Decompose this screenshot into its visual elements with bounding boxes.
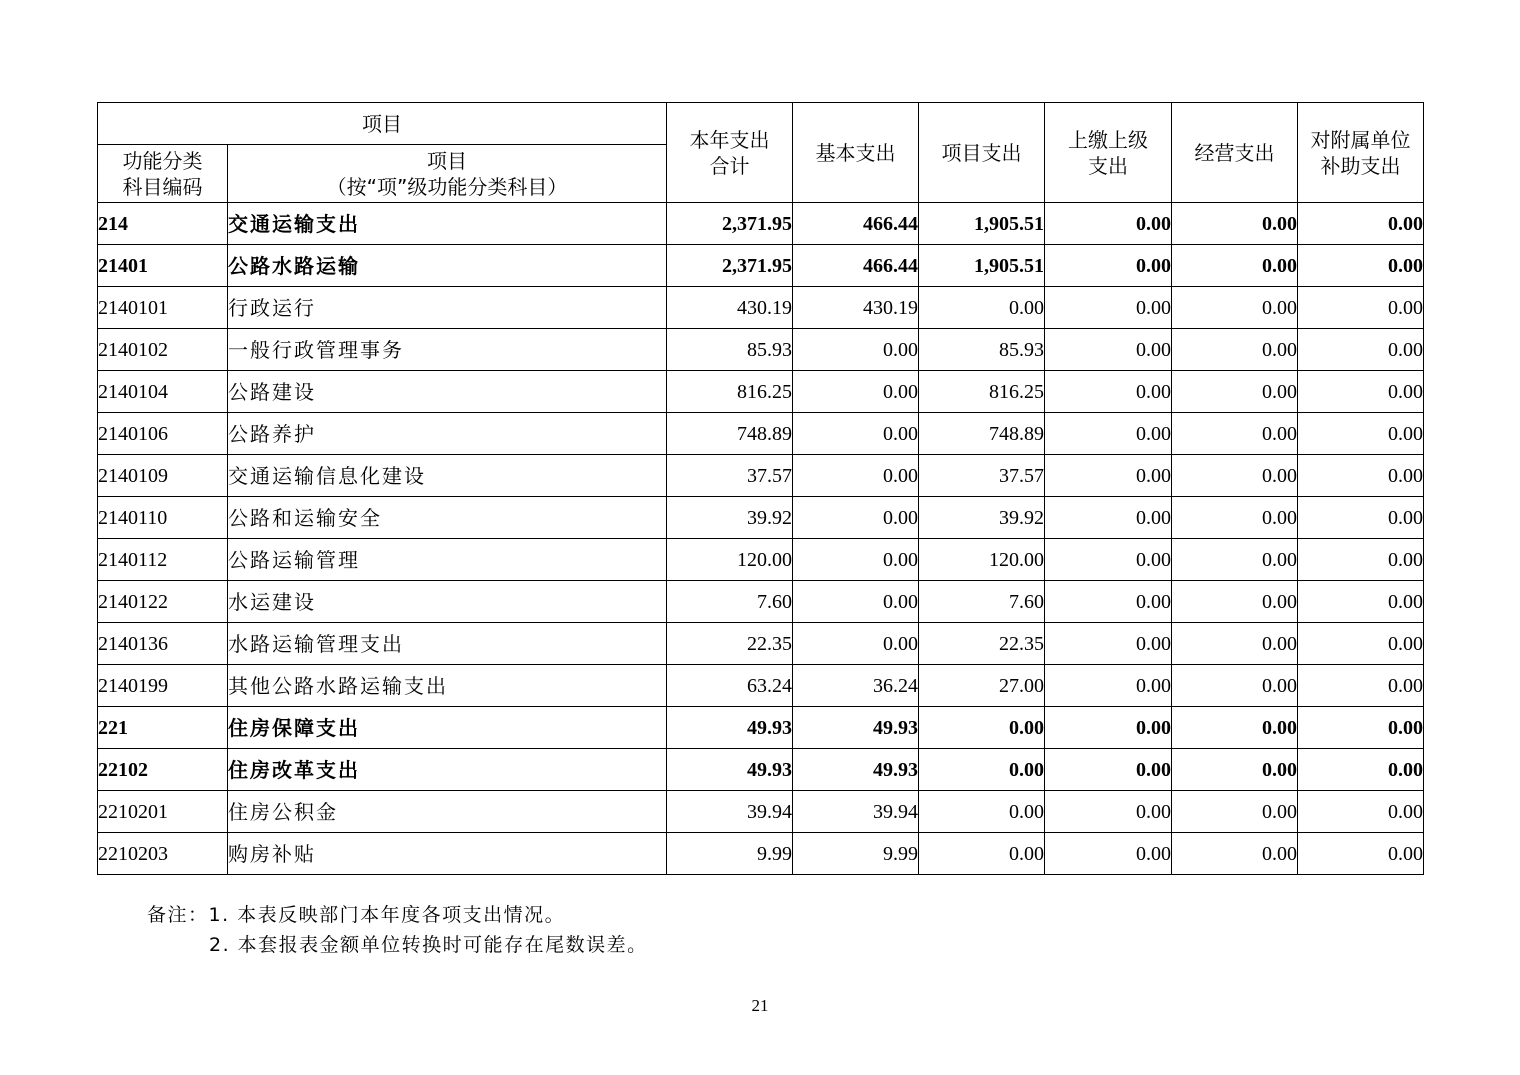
row-basic: 36.24 (793, 665, 919, 707)
row-basic: 0.00 (793, 623, 919, 665)
row-basic: 466.44 (793, 245, 919, 287)
row-basic: 49.93 (793, 707, 919, 749)
row-name: 交通运输信息化建设 (228, 455, 667, 497)
row-upper: 0.00 (1045, 371, 1172, 413)
row-name: 交通运输支出 (228, 203, 667, 245)
header-name (228, 145, 667, 203)
table-row (98, 203, 1424, 245)
row-name: 公路运输管理 (228, 539, 667, 581)
row-subsidy: 0.00 (1298, 287, 1424, 329)
row-subsidy: 0.00 (1298, 413, 1424, 455)
row-basic: 0.00 (793, 455, 919, 497)
header-total-line1: 本年支出 (689, 127, 770, 152)
row-name: 公路和运输安全 (228, 497, 667, 539)
row-project: 1,905.51 (919, 245, 1045, 287)
note-line-2 (147, 930, 648, 960)
header-code-line2: 科目编码 (122, 174, 203, 199)
row-operating: 0.00 (1172, 497, 1298, 539)
row-project: 0.00 (919, 791, 1045, 833)
table-row (98, 791, 1424, 833)
row-basic: 0.00 (793, 413, 919, 455)
table-row (98, 245, 1424, 287)
row-upper: 0.00 (1045, 581, 1172, 623)
row-operating: 0.00 (1172, 665, 1298, 707)
header-total-line2: 合计 (709, 153, 750, 178)
row-operating: 0.00 (1172, 203, 1298, 245)
row-total: 37.57 (667, 455, 793, 497)
row-project: 748.89 (919, 413, 1045, 455)
table-body (98, 203, 1424, 875)
row-code: 2140106 (98, 413, 228, 455)
row-total: 748.89 (667, 413, 793, 455)
row-project: 1,905.51 (919, 203, 1045, 245)
row-upper: 0.00 (1045, 539, 1172, 581)
row-operating: 0.00 (1172, 329, 1298, 371)
header-basic: 基本支出 (793, 103, 919, 203)
row-total: 49.93 (667, 707, 793, 749)
row-basic: 49.93 (793, 749, 919, 791)
row-operating: 0.00 (1172, 581, 1298, 623)
row-name: 公路养护 (228, 413, 667, 455)
row-project: 27.00 (919, 665, 1045, 707)
row-code: 2210203 (98, 833, 228, 875)
header-upper-line2: 支出 (1088, 153, 1128, 178)
row-code: 2140110 (98, 497, 228, 539)
row-upper: 0.00 (1045, 833, 1172, 875)
row-operating: 0.00 (1172, 413, 1298, 455)
header-subsidy-line2: 补助支出 (1320, 153, 1401, 178)
row-upper: 0.00 (1045, 665, 1172, 707)
row-subsidy: 0.00 (1298, 371, 1424, 413)
header-project: 项目支出 (919, 103, 1045, 203)
row-code: 2140102 (98, 329, 228, 371)
row-basic: 0.00 (793, 581, 919, 623)
row-subsidy: 0.00 (1298, 581, 1424, 623)
header-code (98, 145, 228, 203)
row-name: 一般行政管理事务 (228, 329, 667, 371)
row-subsidy: 0.00 (1298, 203, 1424, 245)
header-item-group: 项目 (98, 103, 667, 145)
row-code: 2140104 (98, 371, 228, 413)
row-project: 0.00 (919, 833, 1045, 875)
row-name: 购房补贴 (228, 833, 667, 875)
row-operating: 0.00 (1172, 371, 1298, 413)
row-operating: 0.00 (1172, 707, 1298, 749)
row-name: 公路水路运输 (228, 245, 667, 287)
row-subsidy: 0.00 (1298, 707, 1424, 749)
row-project: 22.35 (919, 623, 1045, 665)
row-total: 2,371.95 (667, 245, 793, 287)
row-operating: 0.00 (1172, 833, 1298, 875)
row-operating: 0.00 (1172, 623, 1298, 665)
page-number: 21 (751, 996, 769, 1015)
row-subsidy: 0.00 (1298, 791, 1424, 833)
row-name: 住房保障支出 (228, 707, 667, 749)
row-total: 22.35 (667, 623, 793, 665)
row-operating: 0.00 (1172, 749, 1298, 791)
table-row (98, 455, 1424, 497)
row-subsidy: 0.00 (1298, 623, 1424, 665)
note-text-2: 2. 本套报表金额单位转换时可能存在尾数误差。 (209, 934, 648, 956)
row-code: 2140122 (98, 581, 228, 623)
row-code: 21401 (98, 245, 228, 287)
row-upper: 0.00 (1045, 791, 1172, 833)
header-code-line1: 功能分类 (122, 148, 203, 173)
row-project: 85.93 (919, 329, 1045, 371)
row-code: 2210201 (98, 791, 228, 833)
row-upper: 0.00 (1045, 623, 1172, 665)
header-total (667, 103, 793, 203)
row-name: 行政运行 (228, 287, 667, 329)
row-operating: 0.00 (1172, 539, 1298, 581)
row-code: 214 (98, 203, 228, 245)
row-code: 2140112 (98, 539, 228, 581)
row-project: 120.00 (919, 539, 1045, 581)
row-basic: 9.99 (793, 833, 919, 875)
header-name-line1: 项目 (427, 148, 467, 173)
row-total: 39.94 (667, 791, 793, 833)
row-upper: 0.00 (1045, 245, 1172, 287)
table-row (98, 497, 1424, 539)
row-upper: 0.00 (1045, 287, 1172, 329)
row-code: 2140199 (98, 665, 228, 707)
row-operating: 0.00 (1172, 245, 1298, 287)
row-subsidy: 0.00 (1298, 665, 1424, 707)
row-operating: 0.00 (1172, 287, 1298, 329)
header-subsidy-line1: 对附属单位 (1310, 127, 1411, 152)
row-total: 49.93 (667, 749, 793, 791)
header-upper-line1: 上缴上级 (1068, 127, 1148, 152)
row-operating: 0.00 (1172, 791, 1298, 833)
row-project: 7.60 (919, 581, 1045, 623)
row-subsidy: 0.00 (1298, 539, 1424, 581)
row-name: 水路运输管理支出 (228, 623, 667, 665)
table-row (98, 287, 1424, 329)
row-project: 0.00 (919, 707, 1045, 749)
table-notes (147, 900, 648, 960)
row-project: 37.57 (919, 455, 1045, 497)
row-total: 9.99 (667, 833, 793, 875)
row-name: 住房改革支出 (228, 749, 667, 791)
row-subsidy: 0.00 (1298, 329, 1424, 371)
row-operating: 0.00 (1172, 455, 1298, 497)
row-subsidy: 0.00 (1298, 833, 1424, 875)
notes-label: 备注： (147, 904, 209, 926)
row-project: 0.00 (919, 749, 1045, 791)
table-row (98, 623, 1424, 665)
row-total: 2,371.95 (667, 203, 793, 245)
row-code: 22102 (98, 749, 228, 791)
table-row (98, 749, 1424, 791)
table-row (98, 371, 1424, 413)
row-basic: 0.00 (793, 539, 919, 581)
row-total: 7.60 (667, 581, 793, 623)
header-name-line2: （按“项”级功能分类科目） (326, 174, 568, 199)
row-name: 住房公积金 (228, 791, 667, 833)
row-upper: 0.00 (1045, 203, 1172, 245)
row-upper: 0.00 (1045, 497, 1172, 539)
table-row (98, 707, 1424, 749)
row-name: 水运建设 (228, 581, 667, 623)
row-code: 2140109 (98, 455, 228, 497)
row-total: 63.24 (667, 665, 793, 707)
row-basic: 466.44 (793, 203, 919, 245)
row-total: 39.92 (667, 497, 793, 539)
row-code: 2140136 (98, 623, 228, 665)
table-row (98, 539, 1424, 581)
row-upper: 0.00 (1045, 749, 1172, 791)
row-basic: 0.00 (793, 371, 919, 413)
row-total: 816.25 (667, 371, 793, 413)
header-operating: 经营支出 (1172, 103, 1298, 203)
row-subsidy: 0.00 (1298, 245, 1424, 287)
row-project: 816.25 (919, 371, 1045, 413)
row-total: 85.93 (667, 329, 793, 371)
row-code: 221 (98, 707, 228, 749)
row-project: 0.00 (919, 287, 1045, 329)
row-basic: 0.00 (793, 329, 919, 371)
expenditure-table (97, 102, 1424, 875)
row-subsidy: 0.00 (1298, 497, 1424, 539)
row-basic: 430.19 (793, 287, 919, 329)
row-upper: 0.00 (1045, 413, 1172, 455)
table-row (98, 665, 1424, 707)
header-subsidy (1298, 103, 1424, 203)
table-row (98, 581, 1424, 623)
table-header (98, 103, 1424, 203)
row-total: 430.19 (667, 287, 793, 329)
table-row (98, 413, 1424, 455)
row-name: 其他公路水路运输支出 (228, 665, 667, 707)
row-upper: 0.00 (1045, 707, 1172, 749)
row-name: 公路建设 (228, 371, 667, 413)
table-row (98, 833, 1424, 875)
row-basic: 0.00 (793, 497, 919, 539)
row-subsidy: 0.00 (1298, 749, 1424, 791)
note-text-1: 1. 本表反映部门本年度各项支出情况。 (208, 904, 566, 926)
row-upper: 0.00 (1045, 455, 1172, 497)
note-line-1 (147, 900, 648, 930)
row-basic: 39.94 (793, 791, 919, 833)
row-total: 120.00 (667, 539, 793, 581)
row-subsidy: 0.00 (1298, 455, 1424, 497)
row-upper: 0.00 (1045, 329, 1172, 371)
row-project: 39.92 (919, 497, 1045, 539)
row-code: 2140101 (98, 287, 228, 329)
header-upper (1045, 103, 1172, 203)
table-row (98, 329, 1424, 371)
